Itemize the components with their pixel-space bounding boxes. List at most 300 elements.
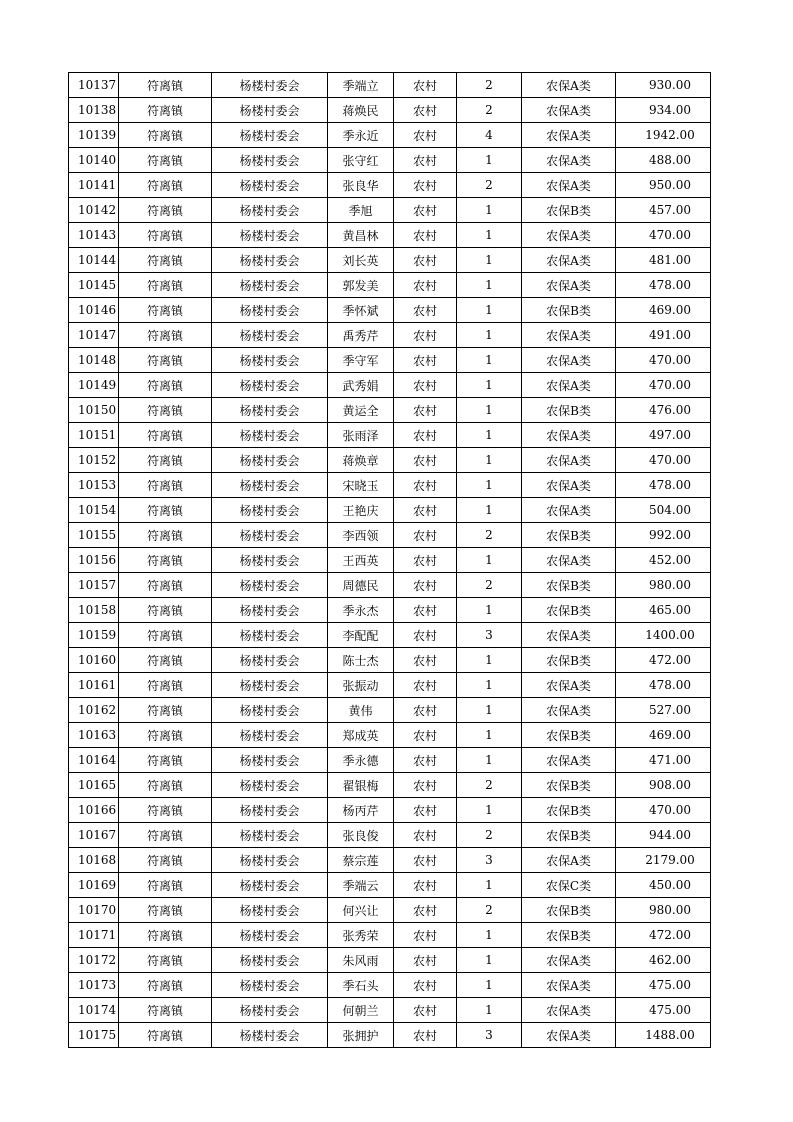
person-name-cell: 禹秀芹 — [328, 323, 394, 348]
person-name-cell: 宋晓玉 — [328, 473, 394, 498]
town-cell: 符离镇 — [119, 198, 212, 223]
town-cell: 符离镇 — [119, 273, 212, 298]
person-name-cell: 何朝兰 — [328, 998, 394, 1023]
village-cell: 杨楼村委会 — [212, 548, 328, 573]
town-cell: 符离镇 — [119, 923, 212, 948]
table-row — [69, 598, 711, 623]
town-cell: 符离镇 — [119, 698, 212, 723]
village-cell: 杨楼村委会 — [212, 148, 328, 173]
household-count-cell: 1 — [457, 198, 522, 223]
village-cell: 杨楼村委会 — [212, 1023, 328, 1048]
household-count-cell: 2 — [457, 523, 522, 548]
record-id-cell: 10154 — [69, 498, 119, 523]
town-cell: 符离镇 — [119, 623, 212, 648]
person-name-cell: 武秀娟 — [328, 373, 394, 398]
insurance-type-cell: 农保A类 — [522, 73, 616, 98]
amount-cell: 457.00 — [616, 198, 711, 223]
household-count-cell: 3 — [457, 623, 522, 648]
town-cell: 符离镇 — [119, 223, 212, 248]
area-cell: 农村 — [394, 448, 457, 473]
person-name-cell: 李配配 — [328, 623, 394, 648]
record-id-cell: 10140 — [69, 148, 119, 173]
area-cell: 农村 — [394, 123, 457, 148]
insurance-type-cell: 农保A类 — [522, 698, 616, 723]
insurance-type-cell: 农保B类 — [522, 573, 616, 598]
insurance-type-cell: 农保B类 — [522, 598, 616, 623]
table-row — [69, 373, 711, 398]
village-cell: 杨楼村委会 — [212, 873, 328, 898]
insurance-type-cell: 农保A类 — [522, 173, 616, 198]
village-cell: 杨楼村委会 — [212, 198, 328, 223]
insurance-type-cell: 农保C类 — [522, 873, 616, 898]
record-id-cell: 10145 — [69, 273, 119, 298]
area-cell: 农村 — [394, 898, 457, 923]
record-id-cell: 10144 — [69, 248, 119, 273]
amount-cell: 478.00 — [616, 673, 711, 698]
area-cell: 农村 — [394, 723, 457, 748]
village-cell: 杨楼村委会 — [212, 648, 328, 673]
table-row — [69, 498, 711, 523]
village-cell: 杨楼村委会 — [212, 173, 328, 198]
town-cell: 符离镇 — [119, 123, 212, 148]
village-cell: 杨楼村委会 — [212, 348, 328, 373]
amount-cell: 472.00 — [616, 923, 711, 948]
insurance-type-cell: 农保B类 — [522, 298, 616, 323]
record-id-cell: 10166 — [69, 798, 119, 823]
amount-cell: 469.00 — [616, 723, 711, 748]
household-count-cell: 1 — [457, 923, 522, 948]
area-cell: 农村 — [394, 148, 457, 173]
household-count-cell: 1 — [457, 473, 522, 498]
village-cell: 杨楼村委会 — [212, 498, 328, 523]
village-cell: 杨楼村委会 — [212, 673, 328, 698]
town-cell: 符离镇 — [119, 673, 212, 698]
person-name-cell: 张振动 — [328, 673, 394, 698]
village-cell: 杨楼村委会 — [212, 248, 328, 273]
household-count-cell: 1 — [457, 273, 522, 298]
person-name-cell: 刘长英 — [328, 248, 394, 273]
amount-cell: 2179.00 — [616, 848, 711, 873]
table-row — [69, 473, 711, 498]
amount-cell: 470.00 — [616, 448, 711, 473]
table-row — [69, 623, 711, 648]
person-name-cell: 李西领 — [328, 523, 394, 548]
record-id-cell: 10159 — [69, 623, 119, 648]
area-cell: 农村 — [394, 773, 457, 798]
person-name-cell: 季端云 — [328, 873, 394, 898]
town-cell: 符离镇 — [119, 648, 212, 673]
insurance-type-cell: 农保A类 — [522, 748, 616, 773]
table-row — [69, 123, 711, 148]
household-count-cell: 3 — [457, 848, 522, 873]
town-cell: 符离镇 — [119, 373, 212, 398]
person-name-cell: 季石头 — [328, 973, 394, 998]
table-row — [69, 523, 711, 548]
area-cell: 农村 — [394, 648, 457, 673]
town-cell: 符离镇 — [119, 473, 212, 498]
person-name-cell: 黄伟 — [328, 698, 394, 723]
table-row — [69, 948, 711, 973]
record-id-cell: 10174 — [69, 998, 119, 1023]
village-cell: 杨楼村委会 — [212, 323, 328, 348]
table-row — [69, 673, 711, 698]
person-name-cell: 王西英 — [328, 548, 394, 573]
table-row — [69, 173, 711, 198]
insurance-type-cell: 农保B类 — [522, 198, 616, 223]
town-cell: 符离镇 — [119, 973, 212, 998]
household-count-cell: 1 — [457, 548, 522, 573]
household-count-cell: 1 — [457, 348, 522, 373]
area-cell: 农村 — [394, 948, 457, 973]
amount-cell: 934.00 — [616, 98, 711, 123]
insurance-type-cell: 农保A类 — [522, 973, 616, 998]
village-cell: 杨楼村委会 — [212, 723, 328, 748]
town-cell: 符离镇 — [119, 848, 212, 873]
insurance-type-cell: 农保A类 — [522, 273, 616, 298]
area-cell: 农村 — [394, 498, 457, 523]
record-id-cell: 10149 — [69, 373, 119, 398]
household-count-cell: 1 — [457, 723, 522, 748]
town-cell: 符离镇 — [119, 248, 212, 273]
table-row — [69, 248, 711, 273]
household-count-cell: 1 — [457, 298, 522, 323]
amount-cell: 478.00 — [616, 473, 711, 498]
town-cell: 符离镇 — [119, 398, 212, 423]
amount-cell: 470.00 — [616, 348, 711, 373]
table-row — [69, 398, 711, 423]
amount-cell: 527.00 — [616, 698, 711, 723]
person-name-cell: 张秀荣 — [328, 923, 394, 948]
town-cell: 符离镇 — [119, 98, 212, 123]
record-id-cell: 10137 — [69, 73, 119, 98]
record-id-cell: 10146 — [69, 298, 119, 323]
record-id-cell: 10165 — [69, 773, 119, 798]
record-id-cell: 10168 — [69, 848, 119, 873]
insurance-type-cell: 农保A类 — [522, 473, 616, 498]
amount-cell: 476.00 — [616, 398, 711, 423]
town-cell: 符离镇 — [119, 723, 212, 748]
record-id-cell: 10153 — [69, 473, 119, 498]
household-count-cell: 3 — [457, 1023, 522, 1048]
amount-cell: 465.00 — [616, 598, 711, 623]
table-row — [69, 573, 711, 598]
village-cell: 杨楼村委会 — [212, 998, 328, 1023]
amount-cell: 478.00 — [616, 273, 711, 298]
village-cell: 杨楼村委会 — [212, 923, 328, 948]
town-cell: 符离镇 — [119, 348, 212, 373]
record-id-cell: 10167 — [69, 823, 119, 848]
town-cell: 符离镇 — [119, 498, 212, 523]
record-id-cell: 10151 — [69, 423, 119, 448]
area-cell: 农村 — [394, 173, 457, 198]
insurance-type-cell: 农保B类 — [522, 773, 616, 798]
town-cell: 符离镇 — [119, 998, 212, 1023]
person-name-cell: 季永杰 — [328, 598, 394, 623]
household-count-cell: 1 — [457, 448, 522, 473]
table-row — [69, 823, 711, 848]
household-count-cell: 4 — [457, 123, 522, 148]
area-cell: 农村 — [394, 923, 457, 948]
amount-cell: 481.00 — [616, 248, 711, 273]
area-cell: 农村 — [394, 98, 457, 123]
insurance-type-cell: 农保A类 — [522, 1023, 616, 1048]
insurance-type-cell: 农保B类 — [522, 798, 616, 823]
amount-cell: 930.00 — [616, 73, 711, 98]
record-id-cell: 10172 — [69, 948, 119, 973]
town-cell: 符离镇 — [119, 573, 212, 598]
table-row — [69, 773, 711, 798]
household-count-cell: 1 — [457, 323, 522, 348]
household-count-cell: 2 — [457, 73, 522, 98]
person-name-cell: 杨丙芹 — [328, 798, 394, 823]
area-cell: 农村 — [394, 523, 457, 548]
table-row — [69, 648, 711, 673]
area-cell: 农村 — [394, 398, 457, 423]
town-cell: 符离镇 — [119, 523, 212, 548]
insurance-type-cell: 农保A类 — [522, 423, 616, 448]
village-cell: 杨楼村委会 — [212, 523, 328, 548]
village-cell: 杨楼村委会 — [212, 123, 328, 148]
table-row — [69, 98, 711, 123]
household-count-cell: 1 — [457, 748, 522, 773]
table-row — [69, 973, 711, 998]
person-name-cell: 蒋焕章 — [328, 448, 394, 473]
town-cell: 符离镇 — [119, 1023, 212, 1048]
amount-cell: 992.00 — [616, 523, 711, 548]
insurance-type-cell: 农保B类 — [522, 723, 616, 748]
village-cell: 杨楼村委会 — [212, 73, 328, 98]
insurance-type-cell: 农保A类 — [522, 248, 616, 273]
village-cell: 杨楼村委会 — [212, 798, 328, 823]
amount-cell: 462.00 — [616, 948, 711, 973]
record-id-cell: 10164 — [69, 748, 119, 773]
record-id-cell: 10155 — [69, 523, 119, 548]
amount-cell: 1400.00 — [616, 623, 711, 648]
household-count-cell: 1 — [457, 798, 522, 823]
town-cell: 符离镇 — [119, 298, 212, 323]
record-id-cell: 10170 — [69, 898, 119, 923]
household-count-cell: 2 — [457, 773, 522, 798]
area-cell: 农村 — [394, 698, 457, 723]
record-id-cell: 10157 — [69, 573, 119, 598]
amount-cell: 470.00 — [616, 223, 711, 248]
insurance-type-cell: 农保A类 — [522, 623, 616, 648]
area-cell: 农村 — [394, 748, 457, 773]
household-count-cell: 1 — [457, 223, 522, 248]
amount-cell: 944.00 — [616, 823, 711, 848]
table-row — [69, 423, 711, 448]
person-name-cell: 黄运全 — [328, 398, 394, 423]
person-name-cell: 陈士杰 — [328, 648, 394, 673]
insurance-type-cell: 农保B类 — [522, 823, 616, 848]
village-cell: 杨楼村委会 — [212, 398, 328, 423]
area-cell: 农村 — [394, 673, 457, 698]
village-cell: 杨楼村委会 — [212, 98, 328, 123]
amount-cell: 470.00 — [616, 373, 711, 398]
village-cell: 杨楼村委会 — [212, 473, 328, 498]
table-row — [69, 723, 711, 748]
record-id-cell: 10175 — [69, 1023, 119, 1048]
village-cell: 杨楼村委会 — [212, 598, 328, 623]
area-cell: 农村 — [394, 273, 457, 298]
table-body — [69, 73, 711, 1048]
person-name-cell: 季端立 — [328, 73, 394, 98]
village-cell: 杨楼村委会 — [212, 823, 328, 848]
person-name-cell: 季永德 — [328, 748, 394, 773]
town-cell: 符离镇 — [119, 898, 212, 923]
amount-cell: 475.00 — [616, 998, 711, 1023]
village-cell: 杨楼村委会 — [212, 298, 328, 323]
insurance-type-cell: 农保A类 — [522, 323, 616, 348]
village-cell: 杨楼村委会 — [212, 623, 328, 648]
table-row — [69, 198, 711, 223]
village-cell: 杨楼村委会 — [212, 973, 328, 998]
insurance-type-cell: 农保A类 — [522, 448, 616, 473]
benefit-table — [68, 72, 711, 1048]
person-name-cell: 张良俊 — [328, 823, 394, 848]
town-cell: 符离镇 — [119, 148, 212, 173]
record-id-cell: 10169 — [69, 873, 119, 898]
household-count-cell: 2 — [457, 573, 522, 598]
record-id-cell: 10143 — [69, 223, 119, 248]
town-cell: 符离镇 — [119, 823, 212, 848]
insurance-type-cell: 农保A类 — [522, 373, 616, 398]
table-row — [69, 273, 711, 298]
insurance-type-cell: 农保B类 — [522, 648, 616, 673]
town-cell: 符离镇 — [119, 448, 212, 473]
town-cell: 符离镇 — [119, 423, 212, 448]
person-name-cell: 周德民 — [328, 573, 394, 598]
insurance-type-cell: 农保A类 — [522, 998, 616, 1023]
town-cell: 符离镇 — [119, 548, 212, 573]
table-row — [69, 798, 711, 823]
insurance-type-cell: 农保A类 — [522, 123, 616, 148]
record-id-cell: 10163 — [69, 723, 119, 748]
town-cell: 符离镇 — [119, 748, 212, 773]
area-cell: 农村 — [394, 623, 457, 648]
table-row — [69, 848, 711, 873]
record-id-cell: 10139 — [69, 123, 119, 148]
household-count-cell: 1 — [457, 248, 522, 273]
area-cell: 农村 — [394, 473, 457, 498]
village-cell: 杨楼村委会 — [212, 373, 328, 398]
table-row — [69, 223, 711, 248]
insurance-type-cell: 农保B类 — [522, 923, 616, 948]
area-cell: 农村 — [394, 298, 457, 323]
record-id-cell: 10138 — [69, 98, 119, 123]
table-row — [69, 148, 711, 173]
town-cell: 符离镇 — [119, 798, 212, 823]
village-cell: 杨楼村委会 — [212, 573, 328, 598]
insurance-type-cell: 农保A类 — [522, 948, 616, 973]
area-cell: 农村 — [394, 248, 457, 273]
person-name-cell: 蔡宗莲 — [328, 848, 394, 873]
area-cell: 农村 — [394, 348, 457, 373]
record-id-cell: 10150 — [69, 398, 119, 423]
person-name-cell: 翟银梅 — [328, 773, 394, 798]
table-row — [69, 698, 711, 723]
person-name-cell: 蒋焕民 — [328, 98, 394, 123]
amount-cell: 1942.00 — [616, 123, 711, 148]
table-row — [69, 873, 711, 898]
village-cell: 杨楼村委会 — [212, 898, 328, 923]
record-id-cell: 10147 — [69, 323, 119, 348]
insurance-type-cell: 农保A类 — [522, 548, 616, 573]
town-cell: 符离镇 — [119, 873, 212, 898]
person-name-cell: 季怀斌 — [328, 298, 394, 323]
town-cell: 符离镇 — [119, 773, 212, 798]
person-name-cell: 张拥护 — [328, 1023, 394, 1048]
amount-cell: 497.00 — [616, 423, 711, 448]
record-id-cell: 10141 — [69, 173, 119, 198]
household-count-cell: 1 — [457, 998, 522, 1023]
insurance-type-cell: 农保A类 — [522, 98, 616, 123]
insurance-type-cell: 农保A类 — [522, 148, 616, 173]
household-count-cell: 1 — [457, 973, 522, 998]
area-cell: 农村 — [394, 848, 457, 873]
person-name-cell: 郑成英 — [328, 723, 394, 748]
amount-cell: 475.00 — [616, 973, 711, 998]
household-count-cell: 1 — [457, 148, 522, 173]
person-name-cell: 何兴让 — [328, 898, 394, 923]
table-row — [69, 298, 711, 323]
table-row — [69, 448, 711, 473]
area-cell: 农村 — [394, 223, 457, 248]
amount-cell: 1488.00 — [616, 1023, 711, 1048]
person-name-cell: 王艳庆 — [328, 498, 394, 523]
area-cell: 农村 — [394, 373, 457, 398]
village-cell: 杨楼村委会 — [212, 773, 328, 798]
area-cell: 农村 — [394, 573, 457, 598]
insurance-type-cell: 农保B类 — [522, 398, 616, 423]
table-row — [69, 898, 711, 923]
amount-cell: 491.00 — [616, 323, 711, 348]
person-name-cell: 张良华 — [328, 173, 394, 198]
town-cell: 符离镇 — [119, 323, 212, 348]
household-count-cell: 1 — [457, 673, 522, 698]
table-row — [69, 348, 711, 373]
person-name-cell: 郭发美 — [328, 273, 394, 298]
person-name-cell: 季守军 — [328, 348, 394, 373]
record-id-cell: 10162 — [69, 698, 119, 723]
insurance-type-cell: 农保A类 — [522, 223, 616, 248]
amount-cell: 470.00 — [616, 798, 711, 823]
area-cell: 农村 — [394, 823, 457, 848]
amount-cell: 471.00 — [616, 748, 711, 773]
insurance-type-cell: 农保B类 — [522, 523, 616, 548]
insurance-type-cell: 农保A类 — [522, 673, 616, 698]
area-cell: 农村 — [394, 598, 457, 623]
village-cell: 杨楼村委会 — [212, 698, 328, 723]
household-count-cell: 1 — [457, 423, 522, 448]
person-name-cell: 季永近 — [328, 123, 394, 148]
table-row — [69, 923, 711, 948]
insurance-type-cell: 农保A类 — [522, 348, 616, 373]
town-cell: 符离镇 — [119, 73, 212, 98]
table-row — [69, 73, 711, 98]
table-row — [69, 323, 711, 348]
village-cell: 杨楼村委会 — [212, 948, 328, 973]
town-cell: 符离镇 — [119, 598, 212, 623]
area-cell: 农村 — [394, 423, 457, 448]
area-cell: 农村 — [394, 323, 457, 348]
town-cell: 符离镇 — [119, 948, 212, 973]
record-id-cell: 10148 — [69, 348, 119, 373]
amount-cell: 450.00 — [616, 873, 711, 898]
insurance-type-cell: 农保A类 — [522, 848, 616, 873]
person-name-cell: 朱风雨 — [328, 948, 394, 973]
household-count-cell: 2 — [457, 823, 522, 848]
